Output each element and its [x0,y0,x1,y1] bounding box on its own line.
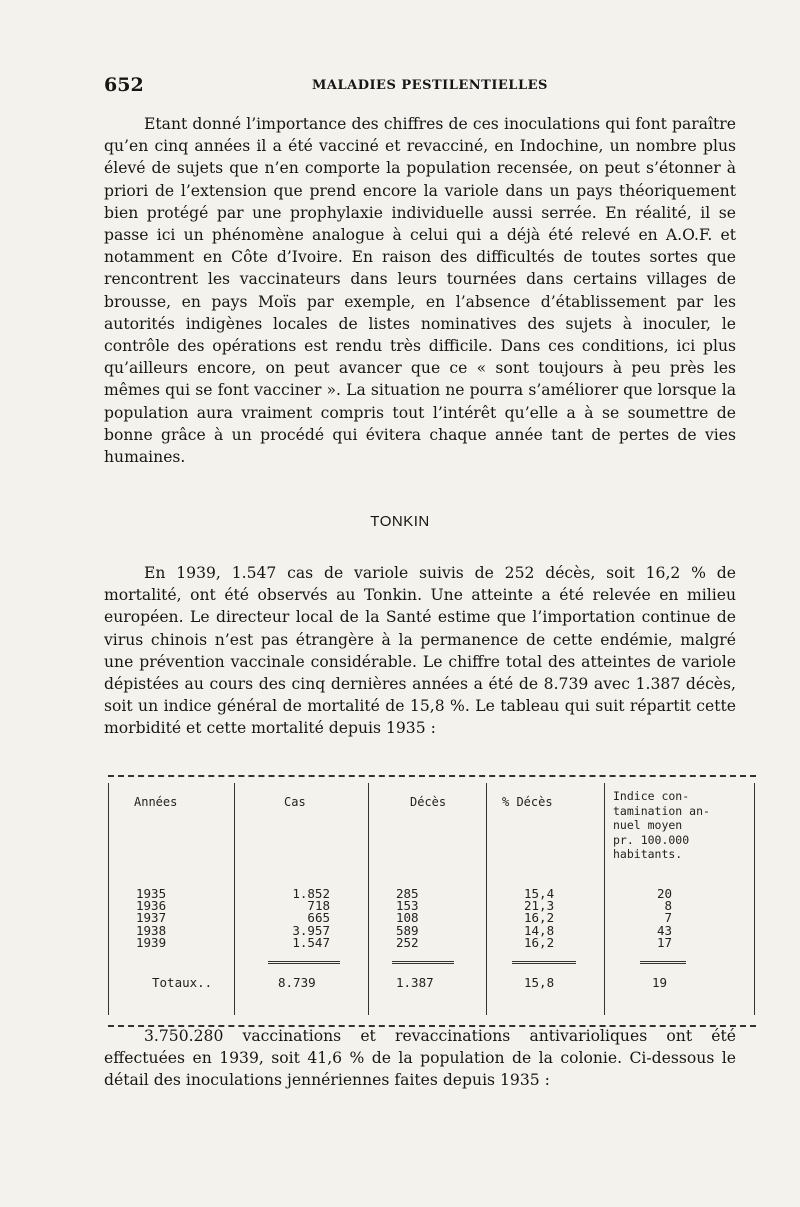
header-index-line: habitants. [613,847,683,861]
cell-cases: 1.852 [292,886,330,901]
cell-pct: 16,2 [524,910,555,926]
total-rule [392,961,454,964]
deaths-column [396,888,419,949]
variole-statistics-table [108,775,756,1031]
cell-cases: 718 [307,898,330,914]
header-index-line: pr. 100.000 [613,832,690,847]
cell-deaths: 252 [396,934,419,950]
table-column-divider [486,783,487,1015]
header-pct-deaths: % Décès [502,795,553,809]
cell-pct: 21,3 [524,898,555,914]
cell-year: 1936 [136,898,167,914]
table-column-divider [604,783,605,1015]
totals-label: Totaux.. [152,975,213,990]
cell-cases: 665 [307,910,330,926]
cell-year: 1935 [136,886,167,901]
page-number: 652 [104,74,144,96]
index-column [648,888,672,949]
totals-deaths: 1.387 [396,975,434,990]
header-cases: Cas [284,795,306,809]
header-years: Années [134,795,178,809]
cell-index: 8 [664,898,672,914]
total-rule [640,961,686,964]
cell-pct: 16,2 [524,934,555,950]
total-rule [512,961,576,964]
cell-deaths: 285 [396,886,419,901]
paragraph-vaccinations-1939: 3.750.280 vaccinations et revaccinations antivarioliques ont été effectuées en 1939, soit 41,6 % de la population de la colonie. Ci-dessous le détail des inoculations jennériennes faites depuis 1935 : [104,1027,736,1090]
cell-cases: 1.547 [292,934,330,950]
totals-pct: 15,8 [524,975,555,990]
cell-deaths: 153 [396,898,419,914]
cell-pct: 15,4 [524,886,555,901]
table-column-divider [368,783,369,1015]
paragraph-indochina-vaccination: Etant donné l’importance des chiffres de ces inoculations qui font paraître qu’en cinq années il a été vacciné et revacciné, en Indochine, un nombre plus élevé de sujets que n’en comporte la population recensée, on peut s’étonner à priori de l’extension que prend encore la variole dans un pays théoriquement bien protégé par une prophylaxie individuelle aussi serrée. En réalité, il se passe ici un phénomène analogue à celui qui a déjà été relevé en A.O.F. et notamment en Côte d’Ivoire. En raison des difficultés de toutes sortes que rencontrent les vaccinateurs dans leurs tournées dans certains villages de brousse, en pays Moïs par exemple, en l’absence d’établissement par les autorités indigènes locales de listes nominatives des sujets à inoculer, le contrôle des opérations est rendu très difficile. Dans ces conditions, ici plus qu’ailleurs encore, on peut avancer que ce « sont toujours à peu près les mêmes qui se font vacciner ». La situation ne pourra s’améliorer que lorsque la population aura vraiment compris tout l’intérêt qu’elle a à se soumettre de bonne grâce à un procédé qui évitera chaque année tant de pertes de vies humaines. [104,115,736,467]
table-top-rule [108,775,756,777]
years-column [136,888,166,949]
cell-year: 1937 [136,910,167,926]
running-title: MALADIES PESTILENTIELLES [312,78,548,93]
totals-cases: 8.739 [278,975,316,990]
header-index-line: tamination an- [613,803,710,818]
cell-index: 7 [664,910,672,926]
header-deaths: Décès [410,795,447,809]
table-border-right [754,783,755,1015]
cell-index: 20 [656,886,672,901]
table-border-left [108,783,109,1015]
cell-year: 1939 [136,934,167,950]
total-rule [268,961,340,964]
cell-deaths: 589 [396,922,419,938]
cell-year: 1938 [136,922,167,938]
totals-index: 19 [652,975,668,990]
header-index-line: Indice con- [613,789,690,803]
paragraph-tonkin-variole: En 1939, 1.547 cas de variole suivis de 252 décès, soit 16,2 % de mortalité, ont été observés au Tonkin. Une atteinte a été relevée en milieu européen. Le directeur local de la Santé estime que l’importation continue de virus chinois n’est pas étrangère à la permanence de cette endémie, malgré une prévention vaccinale considérable. Le chiffre total des atteintes de variole dépistées au cours des cinq dernières années a été de 8.739 avec 1.387 décès, soit un indice général de mortalité de 15,8 %. Le tableau qui suit répartit cette morbidité et cette mortalité depuis 1935 : [104,564,736,738]
header-index [613,789,749,862]
cell-index: 17 [656,934,672,950]
cases-column [276,888,330,949]
cell-deaths: 108 [396,910,419,926]
page-header [104,74,704,98]
table-column-divider [234,783,235,1015]
cell-index: 43 [656,922,672,938]
section-heading-tonkin: TONKIN [370,513,430,530]
pct-column [524,888,554,949]
header-index-line: nuel moyen [613,818,683,832]
cell-pct: 14,8 [524,922,555,938]
cell-cases: 3.957 [292,922,330,938]
